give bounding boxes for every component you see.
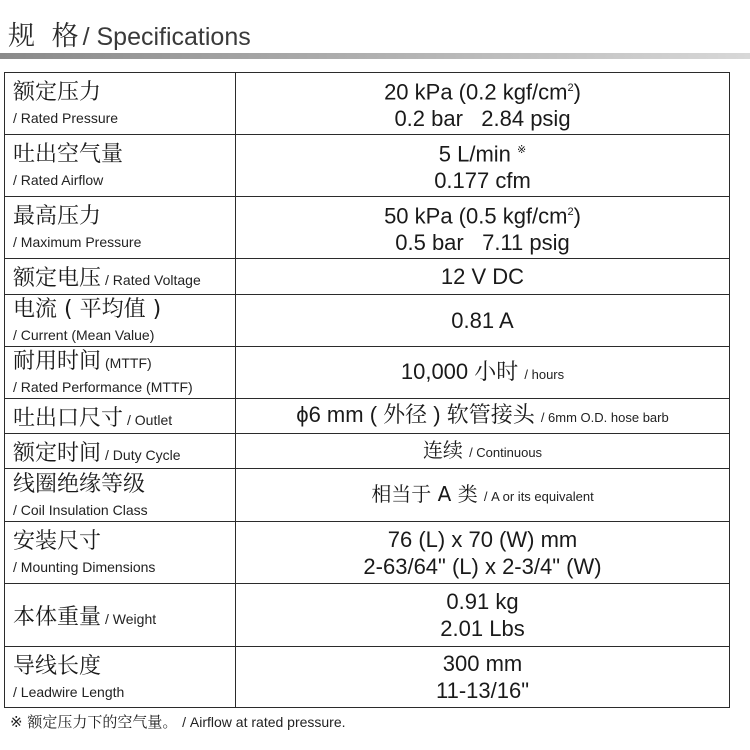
footnote — [10, 711, 346, 732]
spec-label-cell — [5, 197, 236, 259]
spec-label-en: / Leadwire Length — [13, 683, 125, 700]
spec-value-line1: 10,000 小时 — [400, 358, 519, 384]
spec-label-en: / Current (Mean Value) — [13, 327, 155, 343]
spec-label-zh: 导线长度 — [13, 653, 102, 679]
spec-label-cell — [5, 647, 236, 708]
spec-label-en: / Weight — [105, 610, 157, 627]
spec-value-en: / hours — [524, 366, 565, 382]
spec-value-cell — [236, 584, 730, 647]
footnote-zh: ※ 额定压力下的空气量。 — [10, 713, 178, 731]
spec-value-cell — [236, 73, 730, 135]
table-row — [5, 347, 730, 399]
title-chinese: 规 格 — [8, 21, 83, 52]
spec-value-line1: 0.91 kg — [446, 589, 519, 614]
spec-value-cell — [236, 469, 730, 522]
spec-label-cell — [5, 584, 236, 647]
spec-value-line2: 0.2 bar 2.84 psig — [394, 106, 571, 132]
spec-label-cell — [5, 135, 236, 197]
spec-label-cell — [5, 295, 236, 347]
spec-label-zh: 线圈绝缘等级 — [13, 471, 146, 497]
spec-value-cell — [236, 647, 730, 708]
spec-value-line1: 相当于 A 类 — [371, 482, 478, 506]
spec-label-zh: 耐用时间 — [13, 349, 102, 374]
table-row — [5, 469, 730, 522]
table-row — [5, 73, 730, 135]
spec-value-cell — [236, 399, 730, 434]
spec-label-cell — [5, 347, 236, 399]
spec-value-line2: 11-13/16" — [435, 678, 530, 703]
table-row — [5, 295, 730, 347]
table-row — [5, 647, 730, 708]
table-row — [5, 197, 730, 259]
spec-label-cell — [5, 259, 236, 295]
header-divider — [0, 53, 750, 59]
spec-label-zh: 电流 ( 平均值 ) — [13, 297, 162, 322]
spec-value-line2: 2-63/64" (L) x 2-3/4" (W) — [363, 553, 602, 579]
spec-value-line2: 0.5 bar 7.11 psig — [395, 230, 570, 256]
spec-label-en: / Rated Airflow — [13, 172, 104, 188]
spec-value-cell — [236, 259, 730, 295]
spec-label-zh: 额定电压 — [13, 266, 102, 291]
spec-value-line2: 0.177 cfm — [434, 168, 531, 194]
table-row — [5, 434, 730, 469]
spec-label-cell — [5, 73, 236, 135]
spec-label-en: / Rated Pressure — [13, 110, 119, 126]
spec-value-line1: 连续 — [422, 438, 463, 462]
spec-value-cell — [236, 434, 730, 469]
spec-label-zh: 吐出空气量 — [13, 142, 124, 167]
spec-value-line1: 12 V DC — [440, 264, 525, 289]
spec-label-en: / Duty Cycle — [105, 446, 181, 463]
spec-value-cell — [236, 522, 730, 584]
table-row — [5, 399, 730, 434]
footnote-mark: ※ — [517, 143, 527, 156]
spec-value-line1: 5 L/min — [438, 141, 511, 167]
spec-label-en: / Rated Performance (MTTF) — [13, 379, 193, 395]
spec-value-suffix: ) — [573, 79, 581, 105]
spec-label-zh: 最高压力 — [13, 204, 102, 229]
table-row — [5, 135, 730, 197]
spec-label-en: / Outlet — [127, 411, 173, 428]
spec-value-en: / A or its equivalent — [483, 489, 594, 504]
spec-label-zh: 额定时间 — [13, 440, 102, 466]
spec-label-en: / Rated Voltage — [105, 272, 201, 288]
spec-label-cell — [5, 469, 236, 522]
spec-label-cell — [5, 434, 236, 469]
spec-value-en: / 6mm O.D. hose barb — [540, 410, 669, 425]
spec-label-en: / Mounting Dimensions — [13, 559, 156, 575]
spec-label-zh: 吐出口尺寸 — [13, 405, 124, 431]
spec-value-line1: 300 mm — [442, 651, 523, 676]
title-english: / Specifications — [82, 23, 251, 51]
superscript: 2 — [567, 205, 574, 218]
spec-label-zh: 本体重量 — [13, 604, 102, 630]
spec-value-cell — [236, 295, 730, 347]
spec-label-zh-en: (MTTF) — [105, 355, 152, 371]
page-title — [8, 14, 251, 50]
table-row — [5, 259, 730, 295]
spec-label-en: / Maximum Pressure — [13, 234, 142, 250]
spec-label-zh: 额定压力 — [13, 80, 102, 105]
spec-label-cell — [5, 399, 236, 434]
footnote-en: / Airflow at rated pressure. — [182, 714, 346, 730]
superscript: 2 — [567, 81, 574, 94]
spec-value-cell — [236, 135, 730, 197]
spec-value-cell — [236, 347, 730, 399]
spec-label-cell — [5, 522, 236, 584]
spec-value-line1: 20 kPa (0.2 kgf/cm — [384, 79, 568, 105]
spec-value-cell — [236, 197, 730, 259]
spec-value-line1: ϕ6 mm ( 外径 ) 软管接头 — [296, 402, 535, 427]
table-row — [5, 522, 730, 584]
spec-value-line1: 0.81 A — [451, 308, 514, 333]
table-row — [5, 584, 730, 647]
specifications-table — [4, 72, 730, 708]
spec-value-line1: 76 (L) x 70 (W) mm — [387, 526, 578, 552]
spec-label-zh: 安装尺寸 — [13, 529, 102, 554]
spec-value-line1: 50 kPa (0.5 kgf/cm — [384, 203, 568, 229]
spec-label-en: / Coil Insulation Class — [13, 501, 148, 518]
spec-value-en: / Continuous — [469, 445, 543, 460]
spec-value-suffix: ) — [573, 203, 581, 229]
spec-value-line2: 2.01 Lbs — [440, 616, 525, 641]
